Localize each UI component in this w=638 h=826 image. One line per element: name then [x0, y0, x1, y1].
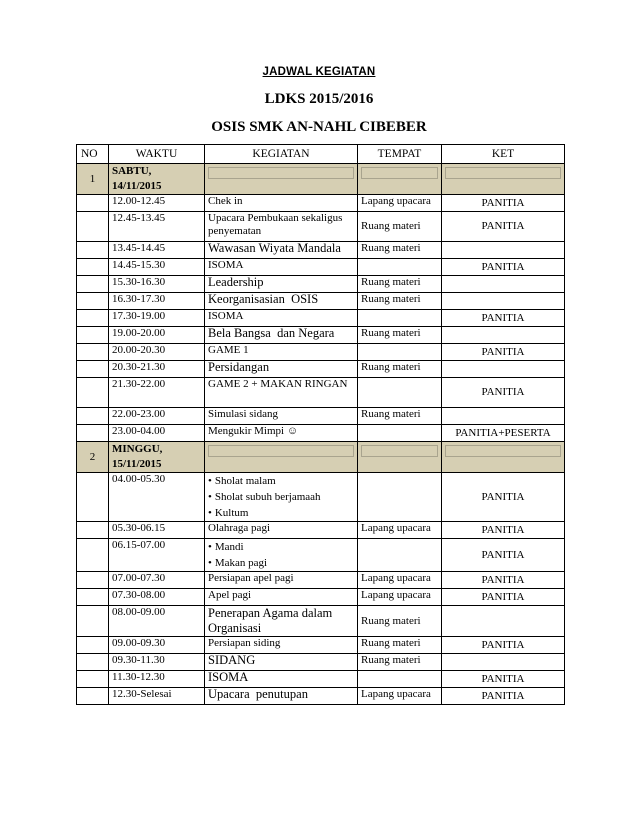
waktu-cell: 06.15-07.00	[109, 539, 205, 572]
ket-cell: PANITIA	[442, 473, 565, 522]
tempat-cell: Lapang upacara	[358, 688, 442, 705]
table-header-row	[77, 145, 565, 164]
tempat-cell: Ruang materi	[358, 327, 442, 344]
day-date-line1: MINGGU,	[112, 443, 163, 455]
waktu-cell: 14.45-15.30	[109, 259, 205, 276]
ket-cell: PANITIA	[442, 688, 565, 705]
waktu-cell: 21.30-22.00	[109, 378, 205, 408]
ket-cell: PANITIA	[442, 212, 565, 242]
kegiatan-cell: ISOMA	[205, 671, 358, 688]
waktu-cell: 09.30-11.30	[109, 654, 205, 671]
tempat-cell	[358, 310, 442, 327]
waktu-cell: 12.45-13.45	[109, 212, 205, 242]
day-number: 2	[77, 442, 109, 473]
table-row	[77, 259, 565, 276]
ket-cell	[442, 654, 565, 671]
waktu-cell: 12.30-Selesai	[109, 688, 205, 705]
waktu-cell: 23.00-04.00	[109, 425, 205, 442]
ket-cell: PANITIA	[442, 378, 565, 408]
day-date	[109, 164, 205, 195]
ket-cell: PANITIA	[442, 259, 565, 276]
ket-cell: PANITIA	[442, 344, 565, 361]
table-row	[77, 361, 565, 378]
tempat-cell	[358, 378, 442, 408]
ket-cell	[442, 361, 565, 378]
tempat-cell: Lapang upacara	[358, 195, 442, 212]
tempat-cell: Ruang materi	[358, 212, 442, 242]
kegiatan-cell: ISOMA	[205, 310, 358, 327]
kegiatan-cell: Persiapan apel pagi	[205, 572, 358, 589]
column-header-no: NO	[77, 145, 109, 164]
ket-cell: PANITIA	[442, 310, 565, 327]
kegiatan-cell: Mengukir Mimpi ☺	[205, 425, 358, 442]
table-row	[77, 344, 565, 361]
table-row	[77, 408, 565, 425]
ket-cell	[442, 242, 565, 259]
table-row	[77, 276, 565, 293]
ket-cell	[442, 327, 565, 344]
ket-cell: PANITIA+PESERTA	[442, 425, 565, 442]
table-row	[77, 688, 565, 705]
table-row	[77, 310, 565, 327]
table-row	[77, 637, 565, 654]
ket-cell: PANITIA	[442, 637, 565, 654]
column-header-kegiatan: KEGIATAN	[205, 145, 358, 164]
tempat-cell	[358, 344, 442, 361]
tempat-cell: Ruang materi	[358, 361, 442, 378]
list-item: • Makan pagi	[208, 555, 354, 571]
tempat-cell: Lapang upacara	[358, 522, 442, 539]
waktu-cell: 22.00-23.00	[109, 408, 205, 425]
table-row	[77, 522, 565, 539]
list-item: • Sholat subuh berjamaah	[208, 489, 354, 505]
day-date-line2: 14/11/2015	[112, 180, 162, 192]
table-row	[77, 242, 565, 259]
waktu-cell: 20.00-20.30	[109, 344, 205, 361]
tempat-cell	[358, 539, 442, 572]
table-row	[77, 378, 565, 408]
waktu-cell: 13.45-14.45	[109, 242, 205, 259]
table-row	[77, 293, 565, 310]
waktu-cell: 08.00-09.00	[109, 606, 205, 637]
tempat-cell	[358, 259, 442, 276]
ket-cell	[442, 293, 565, 310]
kegiatan-cell	[205, 473, 358, 522]
ket-cell	[442, 408, 565, 425]
activity-list	[208, 539, 354, 571]
tempat-cell	[358, 473, 442, 522]
day-row-2	[77, 442, 565, 473]
tempat-cell: Lapang upacara	[358, 589, 442, 606]
kegiatan-cell: Upacara Pembukaan sekaligus penyematan	[205, 212, 358, 242]
organization-title: OSIS SMK AN-NAHL CIBEBER	[211, 119, 427, 135]
table-row	[77, 572, 565, 589]
list-item: • Sholat malam	[208, 473, 354, 489]
document-heading: JADWAL KEGIATAN	[262, 66, 376, 78]
table-row	[77, 212, 565, 242]
table-row	[77, 606, 565, 637]
tempat-cell: Ruang materi	[358, 408, 442, 425]
schedule-table	[76, 144, 565, 705]
table-row	[77, 195, 565, 212]
ket-cell	[442, 606, 565, 637]
table-row	[77, 671, 565, 688]
column-header-tempat: TEMPAT	[358, 145, 442, 164]
list-item: • Mandi	[208, 539, 354, 555]
ket-cell: PANITIA	[442, 195, 565, 212]
tempat-cell	[358, 425, 442, 442]
waktu-cell: 07.00-07.30	[109, 572, 205, 589]
tempat-cell: Ruang materi	[358, 242, 442, 259]
kegiatan-cell: GAME 1	[205, 344, 358, 361]
waktu-cell: 05.30-06.15	[109, 522, 205, 539]
kegiatan-cell: Apel pagi	[205, 589, 358, 606]
activity-list	[208, 473, 354, 521]
day-date-line2: 15/11/2015	[112, 458, 162, 470]
table-row	[77, 589, 565, 606]
day-shaded-cell	[205, 164, 358, 195]
kegiatan-cell: Bela Bangsa dan Negara	[205, 327, 358, 344]
kegiatan-cell: SIDANG	[205, 654, 358, 671]
kegiatan-cell: Simulasi sidang	[205, 408, 358, 425]
day-number: 1	[77, 164, 109, 195]
kegiatan-cell: Keorganisasian OSIS	[205, 293, 358, 310]
waktu-cell: 15.30-16.30	[109, 276, 205, 293]
table-row	[77, 425, 565, 442]
day-shaded-cell	[358, 442, 442, 473]
waktu-cell: 11.30-12.30	[109, 671, 205, 688]
table-row	[77, 654, 565, 671]
day-shaded-cell	[442, 164, 565, 195]
column-header-ket: KET	[442, 145, 565, 164]
kegiatan-cell: Olahraga pagi	[205, 522, 358, 539]
tempat-cell: Ruang materi	[358, 293, 442, 310]
day-date-line1: SABTU,	[112, 165, 152, 177]
tempat-cell: Ruang materi	[358, 637, 442, 654]
kegiatan-cell: Leadership	[205, 276, 358, 293]
tempat-cell: Ruang materi	[358, 606, 442, 637]
table-row	[77, 327, 565, 344]
kegiatan-cell: Upacara penutupan	[205, 688, 358, 705]
waktu-cell: 16.30-17.30	[109, 293, 205, 310]
ket-cell: PANITIA	[442, 589, 565, 606]
event-title: LDKS 2015/2016	[264, 91, 374, 107]
table-row	[77, 539, 565, 572]
list-item: • Kultum	[208, 505, 354, 521]
waktu-cell: 12.00-12.45	[109, 195, 205, 212]
tempat-cell: Lapang upacara	[358, 572, 442, 589]
day-date	[109, 442, 205, 473]
kegiatan-cell: GAME 2 + MAKAN RINGAN	[205, 378, 358, 408]
tempat-cell	[358, 671, 442, 688]
day-shaded-cell	[205, 442, 358, 473]
table-row	[77, 473, 565, 522]
day-shaded-cell	[442, 442, 565, 473]
kegiatan-cell: ISOMA	[205, 259, 358, 276]
kegiatan-cell: Persidangan	[205, 361, 358, 378]
kegiatan-cell	[205, 539, 358, 572]
waktu-cell: 19.00-20.00	[109, 327, 205, 344]
tempat-cell: Ruang materi	[358, 654, 442, 671]
kegiatan-cell: Penerapan Agama dalam Organisasi	[205, 606, 358, 637]
tempat-cell: Ruang materi	[358, 276, 442, 293]
waktu-cell: 07.30-08.00	[109, 589, 205, 606]
kegiatan-cell: Wawasan Wiyata Mandala	[205, 242, 358, 259]
waktu-cell: 20.30-21.30	[109, 361, 205, 378]
kegiatan-cell: Chek in	[205, 195, 358, 212]
waktu-cell: 09.00-09.30	[109, 637, 205, 654]
waktu-cell: 04.00-05.30	[109, 473, 205, 522]
day-shaded-cell	[358, 164, 442, 195]
ket-cell: PANITIA	[442, 671, 565, 688]
ket-cell: PANITIA	[442, 572, 565, 589]
ket-cell: PANITIA	[442, 522, 565, 539]
day-row-1	[77, 164, 565, 195]
ket-cell: PANITIA	[442, 539, 565, 572]
ket-cell	[442, 276, 565, 293]
waktu-cell: 17.30-19.00	[109, 310, 205, 327]
kegiatan-cell: Persiapan siding	[205, 637, 358, 654]
column-header-waktu: WAKTU	[109, 145, 205, 164]
